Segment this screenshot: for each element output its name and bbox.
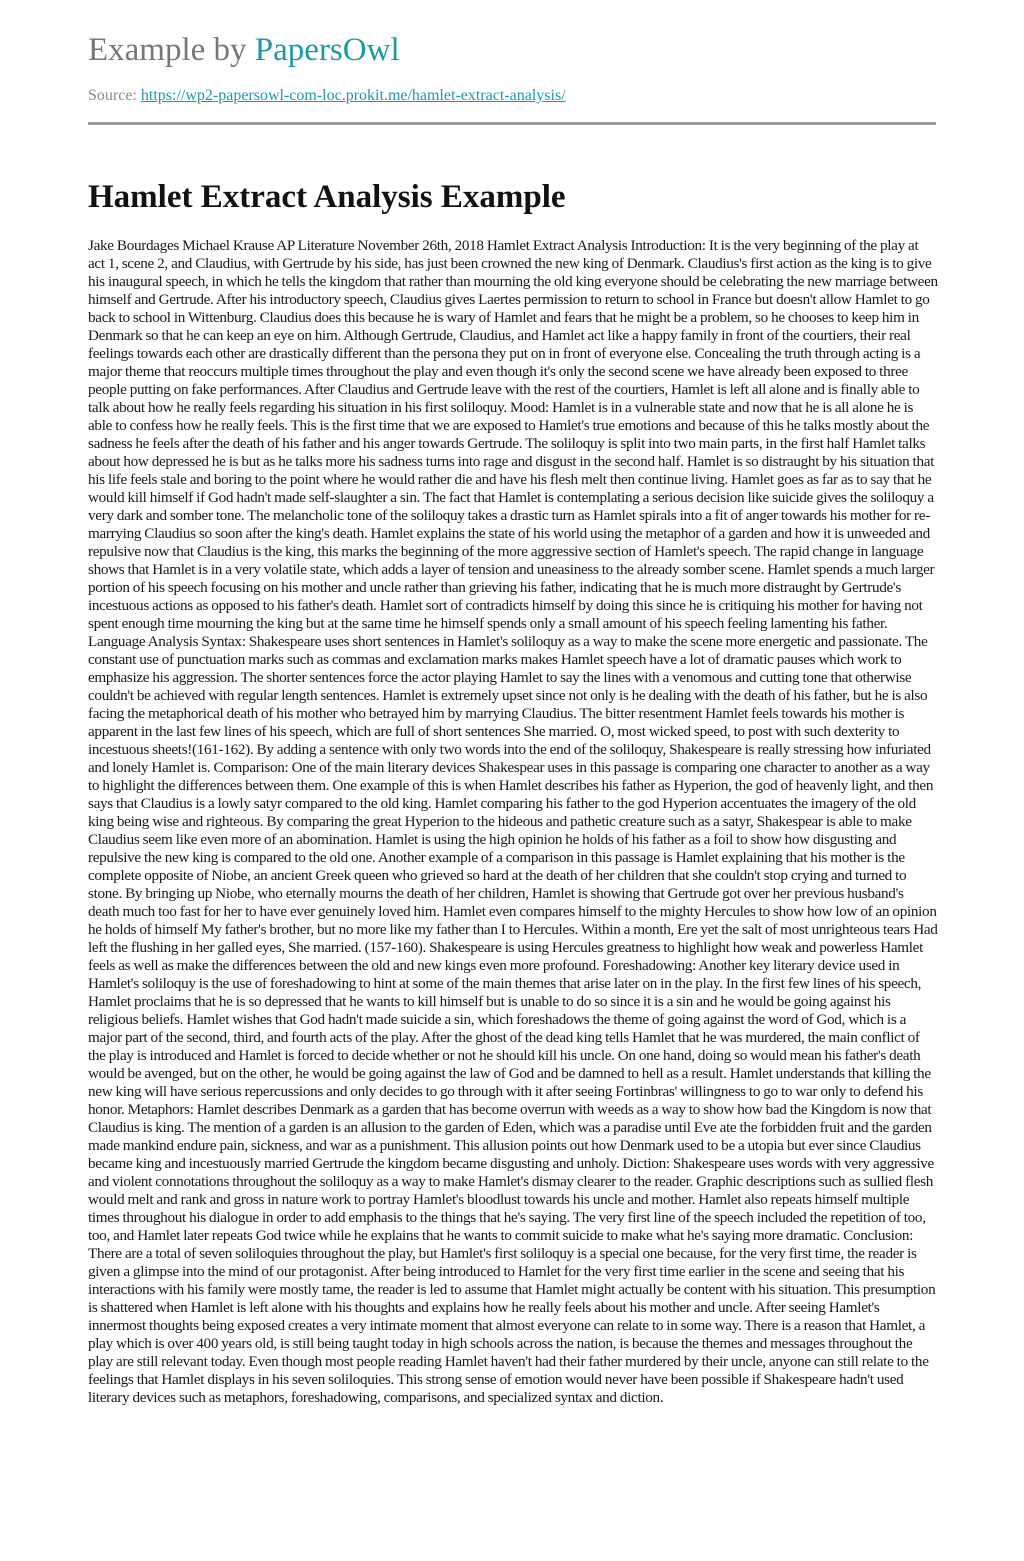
header-divider [88,122,936,125]
brand-name: PapersOwl [254,32,400,68]
article-body: Jake Bourdages Michael Krause AP Literature November 26th, 2018 Hamlet Extract Analysis Introduction: It is the very beginning of the play at act 1, scene 2, and Claudius, with Gertrude by his side, has just been crowned the new king of Denmark. Claudius's first action as the king is to give his inaugural speech, in which he tells the kingdom that rather than mourning the old king everyone should be celebrating the new marriage between himself and Gertrude. After his introductory speech, Claudius gives Laertes permission to return to school in France but doesn't allow Hamlet to go back to school in Wittenburg. Claudius does this because he is wary of Hamlet and fears that he might be a problem, so he chooses to keep him in Denmark so that he can keep an eye on him. Although Gertrude, Claudius, and Hamlet act like a happy family in front of the courtiers, their real feelings towards each other are drastically different than the persona they put on in front of everyone else. Concealing the truth through acting is a major theme that reoccurs multiple times throughout the play and even though it's only the second scene we have already been exposed to three people putting on fake performances. After Claudius and Gertrude leave with the rest of the courtiers, Hamlet is left all alone and is finally able to talk about how he really feels regarding his situation in his first soliloquy. Mood: Hamlet is in a vulnerable state and now that he is all alone he is able to confess how he really feels. This is the first time that we are exposed to Hamlet's true emotions and because of this he talks mostly about the sadness he feels after the death of his father and his anger towards Gertrude. The soliloquy is split into two main parts, in the first half Hamlet talks about how depressed he is but as he talks more his sadness turns into rage and disgust in the second half. Hamlet is so distraught by his situation that his life feels stale and boring to the point where he would rather die and have his flesh melt then continue living. Hamlet goes as far as to say that he would kill himself if God hadn't made self-slaughter a sin. The fact that Hamlet is contemplating a serious decision like suicide gives the soliloquy a very dark and somber tone. The melancholic tone of the soliloquy takes a drastic turn as Hamlet spirals into a fit of anger towards his mother for re-marrying Claudius so soon after the king's death. Hamlet explains the state of his world using the metaphor of a garden and how it is unweeded and repulsive now that Claudius is the king, this marks the beginning of the more aggressive section of Hamlet's speech. The rapid change in language shows that Hamlet is in a very volatile state, which adds a layer of tension and uneasiness to the already somber scene. Hamlet spends a much larger portion of his speech focusing on his mother and uncle rather than grieving his father, indicating that he is much more distraught by Gertrude's incestuous actions as opposed to his father's death. Hamlet sort of contradicts himself by doing this since he is critiquing his mother for having not spent enough time mourning the king but at the same time he himself spends only a small amount of his speech feeling lamenting his father. Language Analysis Syntax: Shakespeare uses short sentences in Hamlet's soliloquy as a way to make the scene more energetic and passionate. The constant use of punctuation marks such as commas and exclamation marks makes Hamlet speech have a lot of dramatic pauses which work to emphasize his aggression. The shorter sentences force the actor playing Hamlet to say the lines with a venomous and cutting tone that otherwise couldn't be achieved with regular length sentences. Hamlet is extremely upset since not only is he dealing with the death of his father, but he is also facing the metaphorical death of his mother who betrayed him by marrying Claudius. The bitter resentment Hamlet feels towards his mother is apparent in the last few lines of his speech, which are full of short sentences She married. O, most wicked speed, to post with such dexterity to incestuous sheets!(161-162). By adding a sentence with only two words into the end of the soliloquy, Shakespeare is really stressing how infuriated and lonely Hamlet is. Comparison: One of the main literary devices Shakespear uses in this passage is comparing one character to another as a way to highlight the differences between them. One example of this is when Hamlet describes his father as Hyperion, the god of heavenly light, and then says that Claudius is a lowly satyr compared to the old king. Hamlet comparing his father to the god Hyperion accentuates the imagery of the old king being wise and righteous. By comparing the great Hyperion to the hideous and pathetic creature such as a satyr, Shakespear is able to make Claudius seem like even more of an abomination. Hamlet is using the high opinion he holds of his father as a foil to show how disgusting and repulsive the new king is compared to the old one. Another example of a comparison in this passage is Hamlet explaining that his mother is the complete opposite of Niobe, an ancient Greek queen who grieved so hard at the death of her children that she couldn't stop crying and turned to stone. By bringing up Niobe, who eternally mourns the death of her children, Hamlet is showing that Gertrude got over her previous husband's death much too fast for her to have ever genuinely loved him. Hamlet even compares himself to the mighty Hercules to show how low of an opinion he holds of himself My father's brother, but no more like my father than I to Hercules. Within a month, Ere yet the salt of most unrighteous tears Had left the flushing in her galled eyes, She married. (157-160). Shakespeare is using Hercules greatness to highlight how weak and powerless Hamlet feels as well as make the differences between the old and new kings even more profound. Foreshadowing: Another key literary device used in Hamlet's soliloquy is the use of foreshadowing to hint at some of the main themes that arise later on in the play. In the first few lines of his speech, Hamlet proclaims that he is so depressed that he wants to kill himself but is unable to do so since it is a sin and he would be going against his religious beliefs. Hamlet wishes that God hadn't made suicide a sin, which foreshadows the theme of going against the word of God, which is a major part of the second, third, and fourth acts of the play. After the ghost of the dead king tells Hamlet that he was murdered, the main conflict of the play is introduced and Hamlet is forced to decide whether or not he should kill his uncle. On one hand, doing so would mean his father's death would be avenged, but on the other, he would be going against the law of God and be damned to hell as a result. Hamlet understands that killing the new king will have serious repercussions and only decides to go through with it after seeing Fortinbras' willingness to go to war only to defend his honor. Metaphors: Hamlet describes Denmark as a garden that has become overrun with weeds as a way to show how bad the Kingdom is now that Claudius is king. The mention of a garden is an allusion to the garden of Eden, which was a paradise until Eve ate the forbidden fruit and the garden made mankind endure pain, sickness, and war as a punishment. This allusion points out how Denmark used to be a utopia but ever since Claudius became king and incestuously married Gertrude the kingdom became disgusting and unholy. Diction: Shakespeare uses words with very aggressive and violent connotations throughout the soliloquy as a way to make Hamlet's dismay clearer to the reader. Graphic descriptions such as sullied flesh would melt and rank and gross in nature work to portray Hamlet's bloodlust towards his uncle and mother. Hamlet also repeats himself multiple times throughout his dialogue in order to add emphasis to the things that he's saying. The very first line of the speech included the repetition of too, too, and Hamlet later repeats God twice while he explains that he wants to commit suicide to make what he's saying more dramatic. Conclusion: There are a total of seven soliloquies throughout the play, but Hamlet's first soliloquy is a special one because, for the very first time, the reader is given a glimpse into the mind of our protagonist. After being introduced to Hamlet for the very first time earlier in the scene and seeing that his interactions with his family were mostly tame, the reader is led to assume that Hamlet might actually be content with his situation. This presumption is shattered when Hamlet is left alone with his thoughts and explains how he really feels about his mother and uncle. After seeing Hamlet's innermost thoughts being exposed creates a very intimate moment that almost everyone can relate to in some way. There is a reason that Hamlet, a play which is over 400 years old, is still being taught today in high schools across the nation, is because the themes and messages throughout the play are still relevant today. Even though most people reading Hamlet haven't had their father murdered by their uncle, anyone can still relate to the feelings that Hamlet displays in his seven soliloquies. This strong sense of emotion would never have been possible if Shakespeare hadn't used literary devices such as metaphors, foreshadowing, comparisons, and specialized syntax and diction. [88,237,938,1406]
brand-prefix: Example by [88,32,255,68]
source-label: Source: [88,87,141,104]
source-line [88,86,938,106]
document-page [88,0,938,1406]
brand-header [88,0,938,70]
source-link[interactable]: https://wp2-papersowl-com-loc.prokit.me/hamlet-extract-analysis/ [140,87,566,104]
article-title: Hamlet Extract Analysis Example [88,179,566,215]
